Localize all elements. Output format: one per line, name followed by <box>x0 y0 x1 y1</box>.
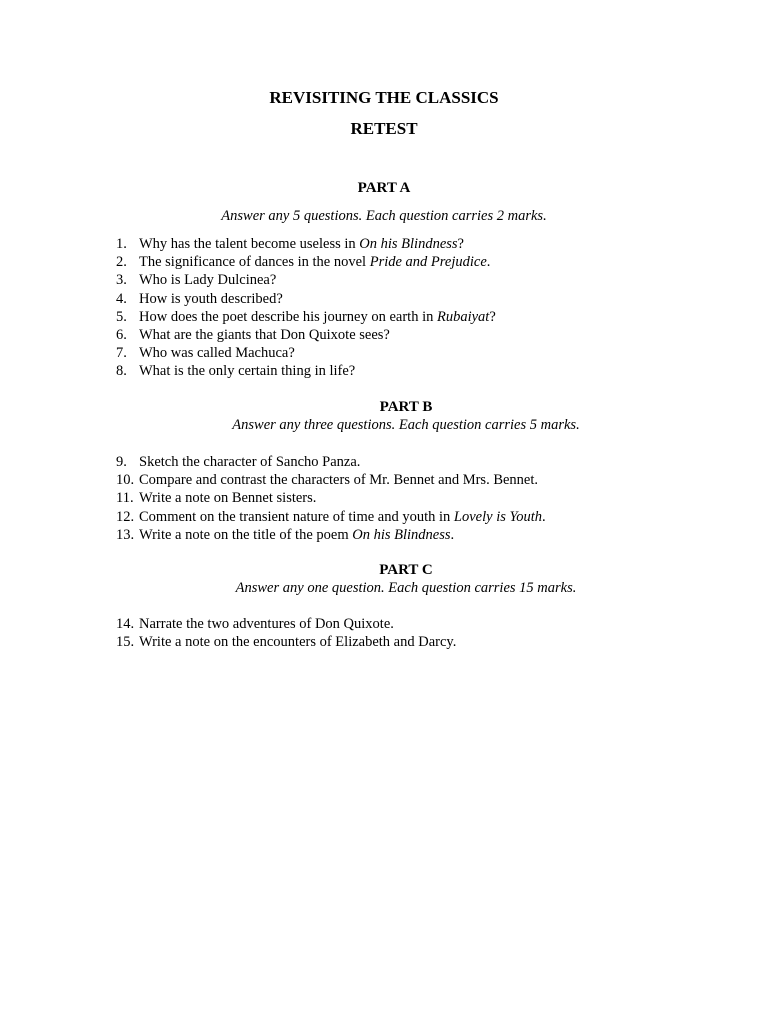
question-item <box>116 253 676 271</box>
question-number: 12. <box>116 508 135 525</box>
question-number: 14. <box>116 616 135 632</box>
question-text-end: . <box>486 254 491 271</box>
question-number: 8. <box>116 363 127 380</box>
part-c-question-list <box>116 615 676 651</box>
question-item <box>116 508 676 526</box>
question-text-plain: Narrate the two adventures of Don Quixote. <box>139 616 394 632</box>
question-number: 4. <box>116 290 127 307</box>
question-text-plain: How does the poet describe his journey on earth in <box>139 308 437 325</box>
part-a-heading: PART A <box>357 180 411 196</box>
work-title: Lovely is Youth <box>453 508 543 525</box>
part-a-instruction: Answer any 5 questions. Each question carries 2 marks. <box>221 208 547 224</box>
work-title: On his Blindness <box>352 526 451 543</box>
question-number: 5. <box>116 308 127 325</box>
question-item <box>116 290 676 308</box>
question-item <box>116 326 676 344</box>
question-item <box>116 308 676 326</box>
question-item <box>116 615 676 633</box>
question-text <box>139 344 295 362</box>
question-item <box>116 526 676 544</box>
question-item <box>116 633 676 651</box>
question-text <box>139 615 394 633</box>
document-subtitle: RETEST <box>350 119 418 138</box>
question-text-plain: Write a note on Bennet sisters. <box>139 490 317 507</box>
part-b-heading: PART B <box>379 399 433 415</box>
question-number: 6. <box>116 327 127 344</box>
question-item <box>116 453 676 471</box>
question-text-plain: Who was called Machuca? <box>139 345 295 362</box>
question-number: 11. <box>116 490 134 507</box>
question-text-end: ? <box>489 308 496 325</box>
part-c-instruction: Answer any one question. Each question carries 15 marks. <box>235 580 577 596</box>
work-title: Pride and Prejudice <box>369 254 487 271</box>
question-number: 1. <box>116 236 127 252</box>
question-number: 10. <box>116 472 135 489</box>
question-number: 9. <box>116 454 127 470</box>
work-title: On his Blindness <box>359 236 458 252</box>
question-text-plain: Sketch the character of Sancho Panza. <box>139 454 361 470</box>
work-title: Rubaiyat <box>436 308 490 325</box>
question-item <box>116 489 676 507</box>
question-text-plain: Compare and contrast the characters of Mr. Bennet and Mrs. Bennet. <box>139 472 539 489</box>
part-b-question-list <box>116 453 676 544</box>
question-text-plain: Comment on the transient nature of time and youth in <box>139 508 454 525</box>
question-text-end: ? <box>457 236 464 252</box>
part-b-instruction: Answer any three questions. Each question carries 5 marks. <box>232 417 580 433</box>
question-text-end: . <box>542 508 546 525</box>
document-title: REVISITING THE CLASSICS <box>269 88 499 107</box>
question-number: 7. <box>116 345 127 362</box>
question-text <box>139 308 496 326</box>
question-text <box>139 362 355 380</box>
question-text <box>139 633 456 651</box>
question-text-plain: The significance of dances in the novel <box>139 254 370 271</box>
question-text <box>139 471 538 489</box>
question-text-plain: Why has the talent become useless in <box>139 236 360 252</box>
question-text-plain: What are the giants that Don Quixote sees? <box>139 327 390 344</box>
question-text <box>139 253 490 271</box>
question-number: 2. <box>116 254 127 271</box>
question-text-plain: How is youth described? <box>139 290 283 307</box>
question-text-plain: What is the only certain thing in life? <box>139 363 356 380</box>
question-text-plain: Write a note on the encounters of Elizabeth and Darcy. <box>139 634 457 651</box>
question-text-end: . <box>450 526 455 543</box>
question-text <box>139 290 283 308</box>
question-text <box>139 453 360 471</box>
question-item <box>116 271 676 289</box>
question-text <box>139 271 276 289</box>
question-item <box>116 362 676 380</box>
part-a-question-list <box>116 235 676 381</box>
question-text <box>139 489 316 507</box>
question-item <box>116 471 676 489</box>
question-text-plain: Write a note on the title of the poem <box>139 526 353 543</box>
question-text <box>139 526 454 544</box>
question-number: 3. <box>116 272 127 289</box>
part-c-heading: PART C <box>379 562 433 578</box>
question-text-plain: Who is Lady Dulcinea? <box>139 272 277 289</box>
question-number: 13. <box>116 526 135 543</box>
question-number: 15. <box>116 634 135 651</box>
question-text <box>139 235 464 253</box>
question-item <box>116 344 676 362</box>
question-text <box>139 508 546 526</box>
question-text <box>139 326 390 344</box>
question-item <box>116 235 676 253</box>
